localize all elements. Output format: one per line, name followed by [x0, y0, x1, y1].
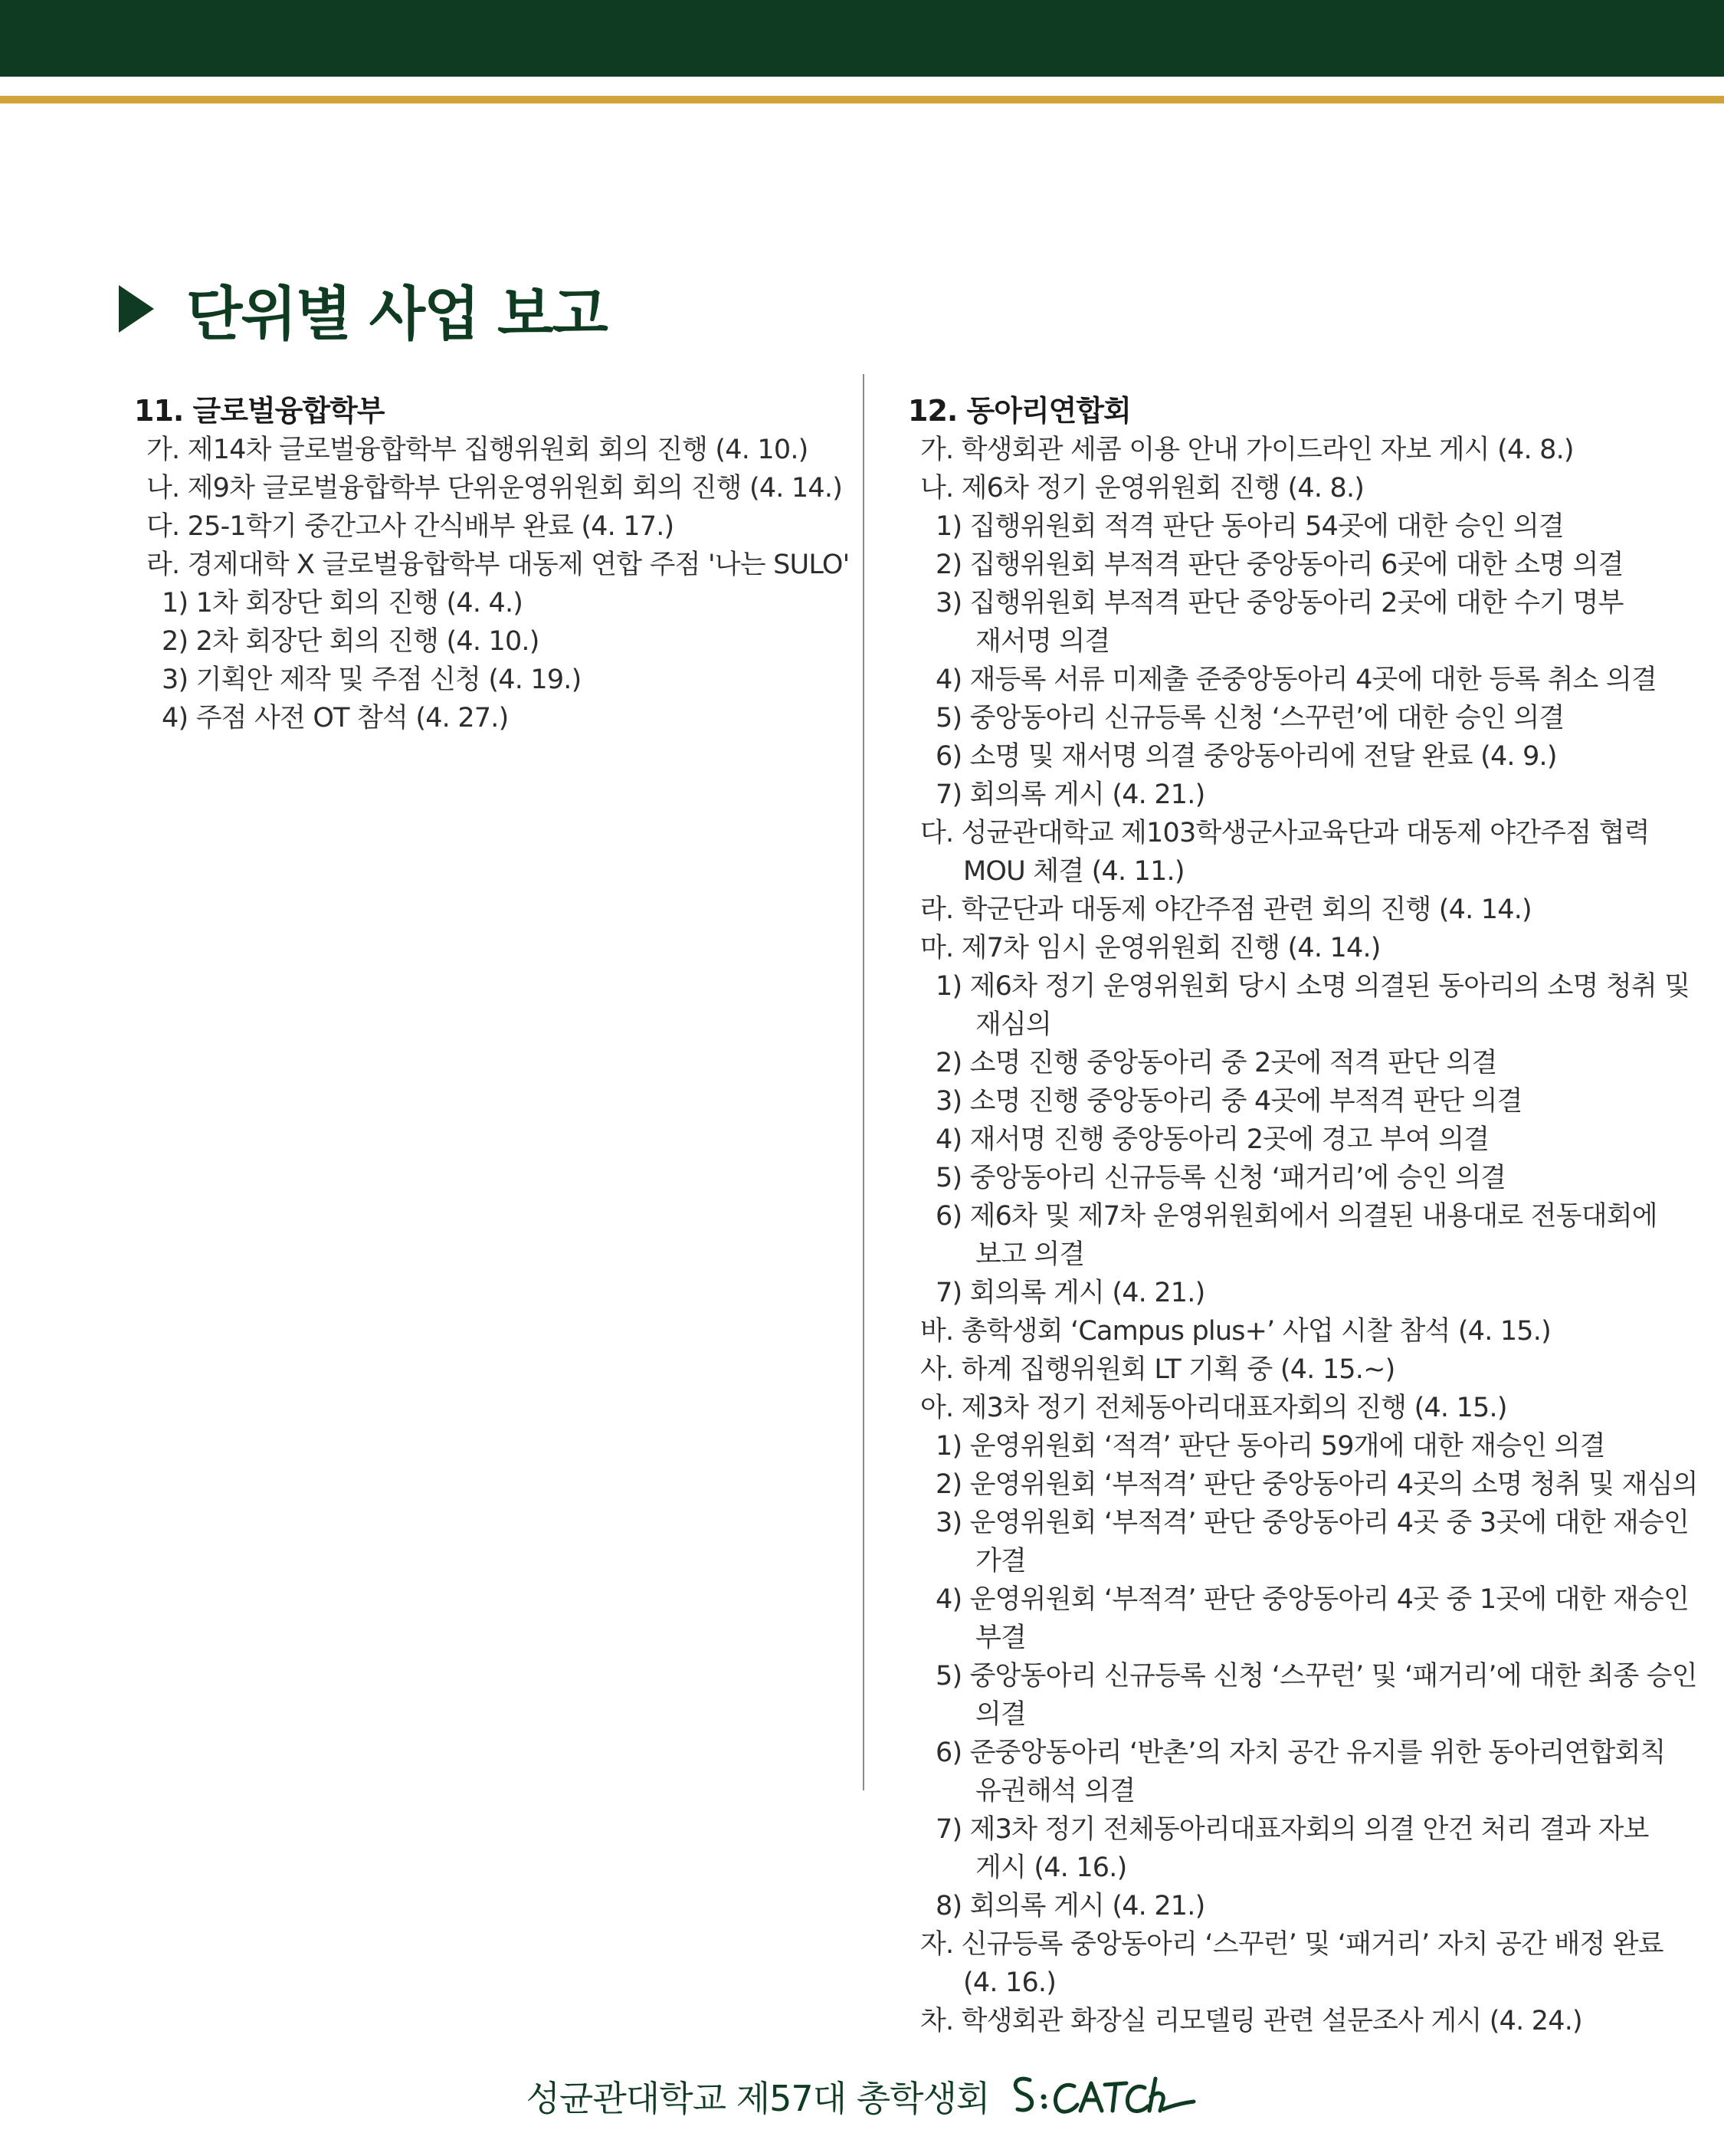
section-title: [119, 267, 607, 351]
right-report-line: MOU 체결 (4. 11.): [963, 856, 1185, 887]
right-report-line: 1) 제6차 정기 운영위원회 당시 소명 의결된 동아리의 소명 청취 및: [936, 971, 1690, 1002]
right-report-line: 가. 학생회관 세콤 이용 안내 가이드라인 자보 게시 (4. 8.): [920, 435, 1574, 465]
right-report-line: 3) 운영위원회 ‘부적격’ 판단 중앙동아리 4곳 중 3곳에 대한 재승인: [936, 1508, 1690, 1538]
footer: [0, 2062, 1724, 2131]
right-report-line: 사. 하계 집행위원회 LT 기획 중 (4. 15.~): [920, 1354, 1395, 1385]
right-report-line: 4) 재서명 진행 중앙동아리 2곳에 경고 부여 의결: [936, 1124, 1490, 1155]
right-report-line: 2) 운영위원회 ‘부적격’ 판단 중앙동아리 4곳의 소명 청취 및 재심의: [936, 1469, 1698, 1500]
column-divider: [863, 374, 864, 1790]
left-report-line: 다. 25-1학기 중간고사 간식배부 완료 (4. 17.): [146, 511, 674, 542]
right-report-line: 보고 의결: [975, 1239, 1085, 1270]
left-report-line: 나. 제9차 글로벌융합학부 단위운영위원회 회의 진행 (4. 14.): [146, 473, 843, 504]
right-report-line: 7) 제3차 정기 전체동아리대표자회의 의결 안건 처리 결과 자보: [936, 1814, 1649, 1845]
right-report-line: 자. 신규등록 중앙동아리 ‘스꾸런’ 및 ‘패거리’ 자치 공간 배정 완료: [920, 1929, 1663, 1960]
right-report-line: 3) 소명 진행 중앙동아리 중 4곳에 부적격 판단 의결: [936, 1086, 1522, 1117]
right-report-line: 5) 중앙동아리 신규등록 신청 ‘스꾸런’ 및 ‘패거리’에 대한 최종 승인: [936, 1661, 1697, 1692]
right-report-line: 2) 소명 진행 중앙동아리 중 2곳에 적격 판단 의결: [936, 1048, 1497, 1078]
right-report-line: 6) 제6차 및 제7차 운영위원회에서 의결된 내용대로 전동대회에: [936, 1201, 1657, 1232]
left-column-heading: 11. 글로벌융합학부: [134, 394, 385, 428]
right-report-line: 가결: [975, 1546, 1027, 1577]
right-report-line: (4. 16.): [963, 1967, 1057, 1998]
right-report-line: 라. 학군단과 대동제 야간주점 관련 회의 진행 (4. 14.): [920, 894, 1532, 925]
left-report-line: 라. 경제대학 X 글로벌융합학부 대동제 연합 주점 '나는 SULO': [146, 550, 850, 580]
header-accent-line: [0, 96, 1724, 103]
page-title: 단위별 사업 보고: [186, 279, 607, 348]
play-arrow-icon: [119, 285, 154, 333]
right-report-line: 바. 총학생회 ‘Campus plus+’ 사업 시찰 참석 (4. 15.): [920, 1316, 1551, 1347]
right-report-line: 5) 중앙동아리 신규등록 신청 ‘스꾸런’에 대한 승인 의결: [936, 703, 1565, 733]
right-report-line: 다. 성균관대학교 제103학생군사교육단과 대동제 야간주점 협력: [920, 818, 1650, 848]
right-report-line: 6) 준중앙동아리 ‘반촌’의 자치 공간 유지를 위한 동아리연합회칙: [936, 1738, 1666, 1768]
right-report-line: 의결: [975, 1699, 1027, 1730]
right-report-line: 7) 회의록 게시 (4. 21.): [936, 779, 1205, 810]
right-report-line: 3) 집행위원회 부적격 판단 중앙동아리 2곳에 대한 수기 명부: [936, 588, 1624, 619]
right-report-line: 4) 운영위원회 ‘부적격’ 판단 중앙동아리 4곳 중 1곳에 대한 재승인: [936, 1584, 1690, 1615]
footer-org-name: 성균관대학교 제57대 총학생회: [526, 2078, 990, 2119]
right-report-line: 차. 학생회관 화장실 리모델링 관련 설문조사 게시 (4. 24.): [920, 2006, 1582, 2036]
right-report-line: 4) 재등록 서류 미제출 준중앙동아리 4곳에 대한 등록 취소 의결: [936, 665, 1657, 695]
top-header-band: [0, 0, 1724, 77]
right-report-line: 나. 제6차 정기 운영위원회 진행 (4. 8.): [920, 473, 1365, 504]
left-report-line: 2) 2차 회장단 회의 진행 (4. 10.): [162, 626, 539, 657]
right-report-line: 재서명 의결: [975, 626, 1110, 657]
left-report-line: 4) 주점 사전 OT 참석 (4. 27.): [162, 703, 509, 733]
right-report-line: 1) 집행위원회 적격 판단 동아리 54곳에 대한 승인 의결: [936, 511, 1565, 542]
scatch-logo: [1007, 2063, 1198, 2129]
left-report-line: 1) 1차 회장단 회의 진행 (4. 4.): [162, 588, 523, 619]
right-report-line: 부결: [975, 1623, 1027, 1653]
right-report-line: 1) 운영위원회 ‘적격’ 판단 동아리 59개에 대한 재승인 의결: [936, 1431, 1605, 1462]
left-report-line: 가. 제14차 글로벌융합학부 집행위원회 회의 진행 (4. 10.): [146, 435, 808, 465]
right-report-line: 아. 제3차 정기 전체동아리대표자회의 진행 (4. 15.): [920, 1393, 1507, 1423]
right-column-heading: 12. 동아리연합회: [908, 394, 1131, 428]
right-report-line: 재심의: [975, 1009, 1052, 1040]
right-column: [908, 391, 1713, 2040]
left-column: [134, 391, 854, 737]
right-report-line: 7) 회의록 게시 (4. 21.): [936, 1278, 1205, 1308]
right-report-line: 2) 집행위원회 부적격 판단 중앙동아리 6곳에 대한 소명 의결: [936, 550, 1624, 580]
right-report-line: 유권해석 의결: [975, 1776, 1136, 1807]
right-report-line: 6) 소명 및 재서명 의결 중앙동아리에 전달 완료 (4. 9.): [936, 741, 1557, 772]
left-report-line: 3) 기획안 제작 및 주점 신청 (4. 19.): [162, 665, 582, 695]
right-report-line: 8) 회의록 게시 (4. 21.): [936, 1891, 1205, 1921]
right-report-line: 게시 (4. 16.): [975, 1852, 1127, 1883]
right-report-line: 마. 제7차 임시 운영위원회 진행 (4. 14.): [920, 933, 1381, 963]
right-report-line: 5) 중앙동아리 신규등록 신청 ‘패거리’에 승인 의결: [936, 1163, 1506, 1193]
